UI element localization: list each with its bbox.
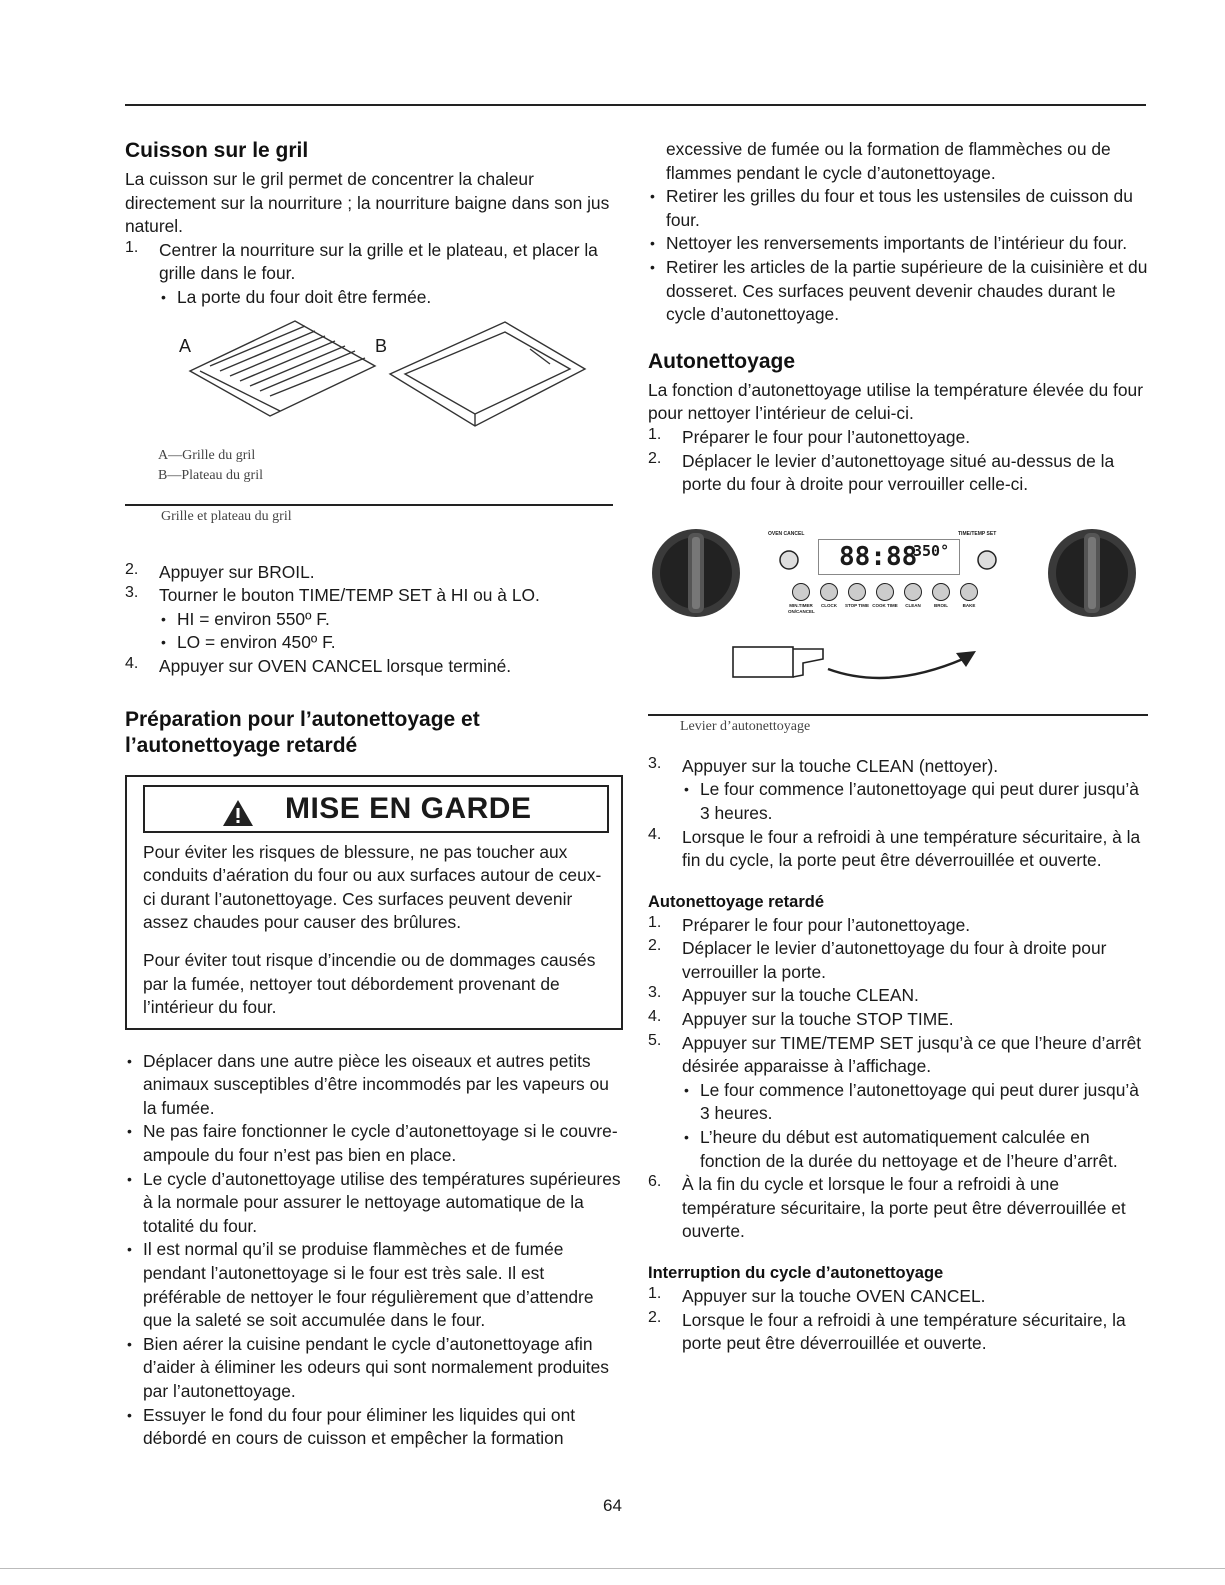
retarde-heading: Autonettoyage retardé: [648, 892, 825, 911]
list-item: • Déplacer dans une autre pièce les oiseaux et autres petits animaux susceptibles d’être incommodés par les vapeurs ou la fumée.: [125, 1050, 625, 1121]
control-panel-figure: [648, 519, 1150, 714]
top-rule: [125, 104, 1146, 106]
panel-key-label: BROIL: [934, 602, 948, 608]
ret-step-1: [648, 914, 1150, 938]
panel-key: [900, 583, 926, 609]
list-item: • Retirer les grilles du four et tous les ustensiles de cuisson du four.: [648, 185, 1150, 232]
panel-key: [872, 583, 898, 609]
display-panel: [818, 539, 960, 575]
broil-pan-icon: [380, 314, 590, 434]
step-text: Appuyer sur la touche OVEN CANCEL.: [682, 1286, 986, 1306]
step-number: 3.: [648, 754, 662, 772]
left-knob-icon: [650, 527, 742, 619]
step-number: 5.: [648, 1031, 662, 1049]
step-bullet: • LO = environ 450º F.: [159, 631, 625, 655]
panel-key-circle-icon: [848, 583, 866, 601]
prep-heading-line2: l’autonettoyage retardé: [125, 733, 358, 757]
step-text: Centrer la nourriture sur la grille et le plateau, et placer la grille dans le four.: [159, 239, 598, 284]
panel-key-circle-icon: [932, 583, 950, 601]
panel-key-label: BAKE: [962, 602, 976, 608]
figure-rule: [648, 714, 1148, 716]
step-number: 3.: [125, 584, 139, 602]
step-text: Lorsque le four a refroidi à une température sécuritaire, la porte peut être déverrouillée et ouverte.: [682, 1309, 1126, 1354]
panel-key-label: MIN.TIMER ON/CANCEL: [788, 602, 815, 614]
left-column: [125, 138, 625, 1451]
int-step-1: [648, 1285, 1150, 1309]
time-temp-button-icon: [976, 549, 998, 571]
warning-triangle-icon: [221, 798, 255, 828]
step-text: Appuyer sur la touche CLEAN.: [682, 985, 919, 1006]
right-column: [648, 138, 1150, 1356]
step-number: 2.: [648, 937, 662, 955]
step-text: Tourner le bouton TIME/TEMP SET à HI ou à LO.: [159, 585, 540, 606]
warning-text-1: Pour éviter les risques de blessure, ne pas toucher aux conduits d’aération du four ou aux surfaces autour de ceux-ci durant l’autonettoyage. Ces surfaces peuvent devenir assez chaudes pour causer des brûlures.: [143, 841, 602, 933]
panel-key-label: CLOCK: [821, 602, 837, 608]
step-number: 4.: [648, 1008, 662, 1026]
panel-key-label: STOP TIME: [844, 602, 870, 608]
step-text: Préparer le four pour l’autonettoyage.: [682, 426, 971, 447]
figure-rule: [125, 504, 613, 506]
step-bullet: • La porte du four doit être fermée.: [159, 286, 625, 310]
interruption-heading: Interruption du cycle d’autonettoyage: [648, 1264, 944, 1282]
panel-key: [928, 583, 954, 609]
step-number: 1.: [125, 238, 139, 256]
step-bullet: • HI = environ 550º F.: [159, 608, 625, 632]
auto-step-3: [648, 755, 1150, 826]
bottom-rule: [0, 1568, 1225, 1569]
list-item: • Bien aérer la cuisine pendant le cycle d’autonettoyage afin d’aider à éliminer les odeurs qui sont normalement produites par l’autonettoyage.: [125, 1333, 625, 1404]
ret-step-2: [648, 937, 1150, 984]
auto-step-1: [648, 426, 1150, 450]
step-number: 4.: [125, 654, 139, 672]
step-text: À la fin du cycle et lorsque le four a refroidi à une température sécuritaire, la porte peut être déverrouillée et ouverte.: [682, 1174, 1126, 1242]
step-number: 2.: [648, 449, 662, 467]
warning-text-2: Pour éviter tout risque d’incendie ou de dommages causés par la fumée, nettoyer tout débordement provenant de l’intérieur du four.: [143, 949, 596, 1018]
step-number: 1.: [648, 913, 662, 931]
step-text: Appuyer sur TIME/TEMP SET jusqu’à ce que l’heure d’arrêt désirée apparaisse à l’affichage.: [682, 1032, 1142, 1077]
gril-step-2: [125, 561, 625, 585]
gril-step-3: [125, 584, 625, 655]
auto-step-2: [648, 450, 1150, 497]
display-temp: 350°: [913, 541, 950, 560]
gril-step-1: [125, 239, 625, 310]
label-b: B: [375, 335, 388, 356]
oven-cancel-button-icon: [778, 549, 800, 571]
lever-caption: Levier d’autonettoyage: [680, 718, 811, 734]
step-text: Lorsque le four a refroidi à une température sécuritaire, à la fin du cycle, la porte peut être déverrouillée et ouverte.: [682, 826, 1141, 871]
ret-step-6: [648, 1173, 1150, 1244]
list-item: • Essuyer le fond du four pour éliminer les liquides qui ont débordé en cours de cuisson et empêcher la formation: [125, 1404, 625, 1451]
figure-caption: Grille et plateau du gril: [161, 508, 292, 524]
step-number: 2.: [125, 560, 139, 578]
list-item: • Retirer les articles de la partie supérieure de la cuisinière et du dosseret. Ces surfaces peuvent devenir chaudes durant le cycle d’autonettoyage.: [648, 256, 1150, 327]
broil-grid-icon: [180, 316, 380, 426]
prep-heading-line1: Préparation pour l’autonettoyage et: [125, 707, 480, 731]
step-text: Déplacer le levier d’autonettoyage du four à droite pour verrouiller la porte.: [682, 938, 1107, 982]
gril-heading: Cuisson sur le gril: [125, 139, 309, 162]
step-number: 6.: [648, 1173, 662, 1191]
step-text: Appuyer sur OVEN CANCEL lorsque terminé.: [159, 655, 512, 676]
broil-figure: [125, 314, 625, 504]
page-number: 64: [603, 1496, 622, 1515]
list-item: • Le cycle d’autonettoyage utilise des températures supérieures à la normale pour assurer le nettoyage automatique de la totalité du four.: [125, 1168, 625, 1239]
right-knob-icon: [1046, 527, 1138, 619]
ret-step-5: [648, 1032, 1150, 1174]
int-step-2: [648, 1309, 1150, 1356]
lever-icon: [728, 629, 988, 709]
time-temp-set-label: TIME/TEMP SET: [958, 530, 997, 537]
prep-bullet-list: [125, 1050, 625, 1451]
panel-key: [788, 583, 814, 615]
panel-key-circle-icon: [792, 583, 810, 601]
ret-step-4: [648, 1008, 1150, 1032]
step-text: Appuyer sur la touche CLEAN (nettoyer).: [682, 755, 999, 776]
step-number: 4.: [648, 825, 662, 843]
gril-step-4: [125, 655, 625, 679]
oven-cancel-label: OVEN CANCEL: [768, 530, 805, 537]
display-time: 88:88: [839, 541, 918, 572]
ret-step-3: [648, 984, 1150, 1008]
warning-title-box: [143, 785, 609, 833]
panel-key: [956, 583, 982, 609]
panel-key: [816, 583, 842, 609]
continued-text: excessive de fumée ou la formation de flammèches ou de flammes pendant le cycle d’autonettoyage.: [666, 139, 1111, 183]
step-text: Déplacer le levier d’autonettoyage situé au-dessus de la porte du four à droite pour verrouiller celle-ci.: [682, 450, 1115, 495]
list-item: • Il est normal qu’il se produise flammèches et de fumée pendant l’autonettoyage si le four est très sale. Il est préférable de nettoyer le four régulièrement que d’attendre que la saleté se soit accumulée dans le four.: [125, 1238, 625, 1332]
panel-key-circle-icon: [960, 583, 978, 601]
panel-key-circle-icon: [876, 583, 894, 601]
panel-key-circle-icon: [904, 583, 922, 601]
step-bullet: • Le four commence l’autonettoyage qui peut durer jusqu’à 3 heures.: [682, 1079, 1150, 1126]
step-text: Appuyer sur la touche STOP TIME.: [682, 1009, 954, 1030]
step-number: 1.: [648, 425, 662, 443]
list-item: • Ne pas faire fonctionner le cycle d’autonettoyage si le couvre-ampoule du four n’est pas bien en place.: [125, 1120, 625, 1167]
panel-key-label: CLEAN: [905, 602, 921, 608]
panel-key-label: COOK TIME: [872, 602, 898, 608]
label-a: A: [179, 335, 192, 356]
auto-step-4: [648, 826, 1150, 873]
caption-a: A—Grille du gril: [158, 447, 256, 463]
warning-title: MISE EN GARDE: [284, 791, 532, 825]
caption-b: B—Plateau du gril: [158, 467, 263, 483]
step-bullet: • Le four commence l’autonettoyage qui peut durer jusqu’à 3 heures.: [682, 778, 1150, 825]
autonettoyage-heading: Autonettoyage: [648, 349, 795, 373]
step-number: 2.: [648, 1308, 662, 1326]
panel-key-circle-icon: [820, 583, 838, 601]
gril-intro: La cuisson sur le gril permet de concentrer la chaleur directement sur la nourriture ; la nourriture baigne dans son jus naturel.: [125, 169, 610, 237]
panel-key: [844, 583, 870, 609]
step-bullet: • L’heure du début est automatiquement calculée en fonction de la durée du nettoyage et de l’heure d’arrêt.: [682, 1126, 1150, 1173]
list-item: • Nettoyer les renversements importants de l’intérieur du four.: [648, 232, 1150, 256]
key-row: [788, 583, 988, 623]
step-number: 1.: [648, 1285, 662, 1302]
step-number: 3.: [648, 984, 662, 1002]
step-text: Préparer le four pour l’autonettoyage.: [682, 914, 971, 935]
step-text: Appuyer sur BROIL.: [159, 561, 315, 582]
warning-box: [125, 775, 623, 1030]
autonettoyage-intro: La fonction d’autonettoyage utilise la température élevée du four pour nettoyer l’intérieur de celui-ci.: [648, 379, 1143, 424]
right-bullet-list: [648, 185, 1150, 327]
